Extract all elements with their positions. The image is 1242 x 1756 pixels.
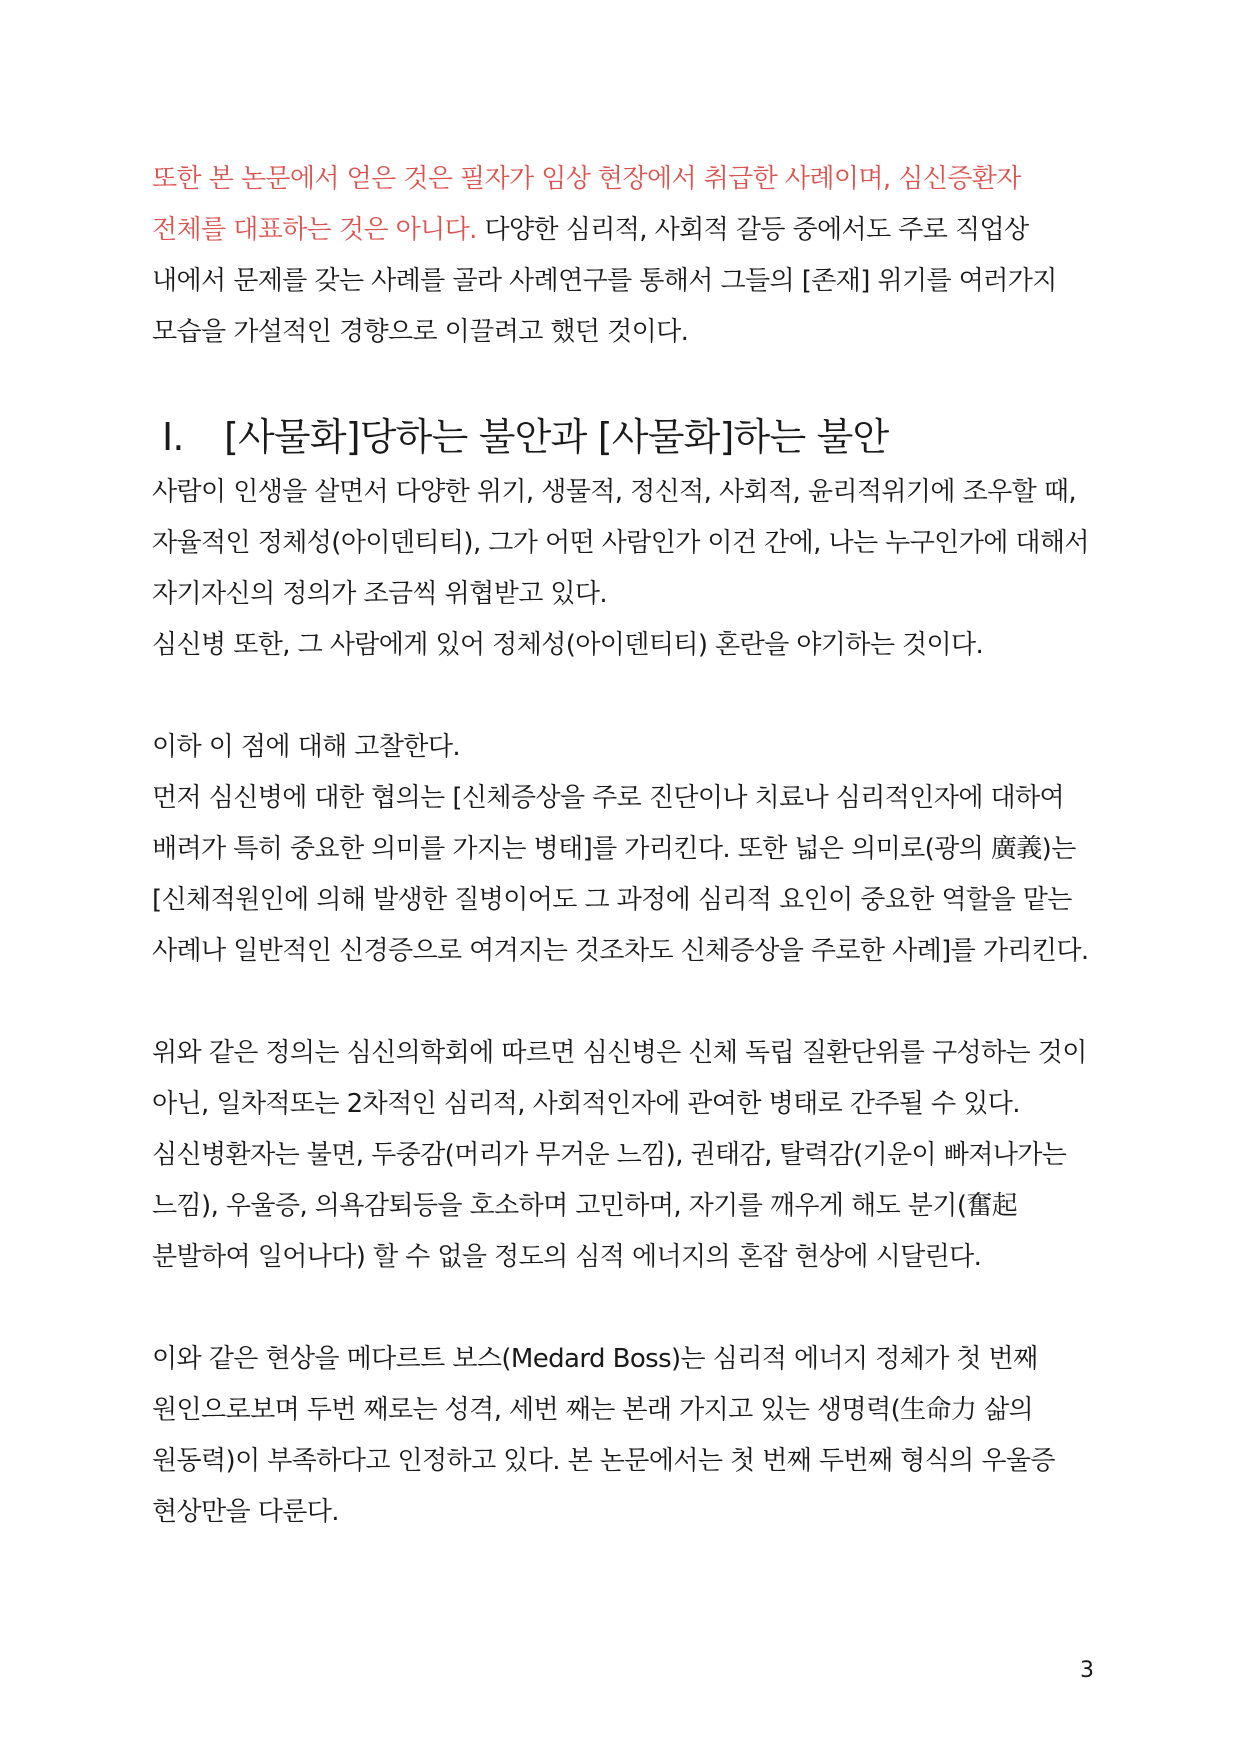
paragraph-line: 현상만을 다룬다. [152, 1497, 339, 1527]
paragraph-line: 이하 이 점에 대해 고찰한다. [152, 732, 460, 762]
paragraph-line: 아닌, 일차적또는 2차적인 심리적, 사회적인자에 관여한 병태로 간주될 수 있다. [152, 1089, 1020, 1119]
intro-line-2-rest: 다양한 심리적, 사회적 갈등 중에서도 주로 직업상 [476, 215, 1029, 245]
section-number: I. [162, 415, 184, 459]
paragraph-line: 배려가 특히 중요한 의미를 가지는 병태]를 가리킨다. 또한 넓은 의미로(광의 廣義)는 [152, 834, 1076, 864]
paragraph-line: [신체적원인에 의해 발생한 질병이어도 그 과정에 심리적 요인이 중요한 역할을 맡는 [152, 885, 1072, 915]
spacer [152, 1283, 1092, 1334]
page-number: 3 [1080, 1658, 1094, 1683]
paragraph-line: 분발하여 일어나다) 할 수 없을 정도의 심적 에너지의 혼잡 현상에 시달린다. [152, 1242, 982, 1272]
intro-line-3: 내에서 문제를 갖는 사례를 골라 사례연구를 통해서 그들의 [존재] 위기를 여러가지 [152, 266, 1057, 296]
paragraph-line: 이와 같은 현상을 메다르트 보스(Medard Boss)는 심리적 에너지 정체가 첫 번째 [152, 1344, 1038, 1374]
document-body [152, 154, 1092, 1538]
intro-line-4: 모습을 가설적인 경향으로 이끌려고 했던 것이다. [152, 317, 689, 347]
spacer [152, 671, 1092, 722]
paragraph-2 [152, 722, 1092, 977]
paragraph-line: 자율적인 정체성(아이덴티티), 그가 어떤 사람인가 이건 간에, 나는 누구인가에 대해서 [152, 528, 1089, 558]
section-title: [사물화]당하는 불안과 [사물화]하는 불안 [224, 415, 889, 459]
intro-line-2 [152, 205, 1092, 256]
paragraph-line: 위와 같은 정의는 심신의학회에 따르면 심신병은 신체 독립 질환단위를 구성하는 것이 [152, 1038, 1087, 1068]
paragraph-line: 심신병환자는 불면, 두중감(머리가 무거운 느낌), 권태감, 탈력감(기운이 빠져나가는 [152, 1140, 1067, 1170]
highlighted-text: 전체를 대표하는 것은 아니다. [152, 215, 477, 245]
paragraph-line: 자기자신의 정의가 조금씩 위협받고 있다. [152, 579, 608, 609]
spacer [152, 358, 1092, 409]
paragraph-line: 심신병 또한, 그 사람에게 있어 정체성(아이덴티티) 혼란을 야기하는 것이다. [152, 630, 984, 660]
paragraph-line: 느낌), 우울증, 의욕감퇴등을 호소하며 고민하며, 자기를 깨우게 해도 분기(奮起 [152, 1191, 1018, 1221]
paragraph-line: 원동력)이 부족하다고 인정하고 있다. 본 논문에서는 첫 번째 두번째 형식의 우울증 [152, 1446, 1055, 1476]
paragraph-line: 사람이 인생을 살면서 다양한 위기, 생물적, 정신적, 사회적, 윤리적위기에 조우할 때, [152, 477, 1076, 507]
paragraph-line: 원인으로보며 두번 째로는 성격, 세번 째는 본래 가지고 있는 생명력(生命力 삶의 [152, 1395, 1034, 1425]
spacer [152, 977, 1092, 1028]
intro-line-1: 또한 본 논문에서 얻은 것은 필자가 임상 현장에서 취급한 사례이며, 심신증환자 [152, 164, 1021, 194]
paragraph-4 [152, 1334, 1092, 1538]
paragraph-3 [152, 1028, 1092, 1283]
paragraph-line: 사례나 일반적인 신경증으로 여겨지는 것조차도 신체증상을 주로한 사례]를 가리킨다. [152, 936, 1089, 966]
section-heading [152, 409, 1092, 465]
paragraph-line: 먼저 심신병에 대한 협의는 [신체증상을 주로 진단이나 치료나 심리적인자에 대하여 [152, 783, 1065, 813]
paragraph-1 [152, 467, 1092, 671]
